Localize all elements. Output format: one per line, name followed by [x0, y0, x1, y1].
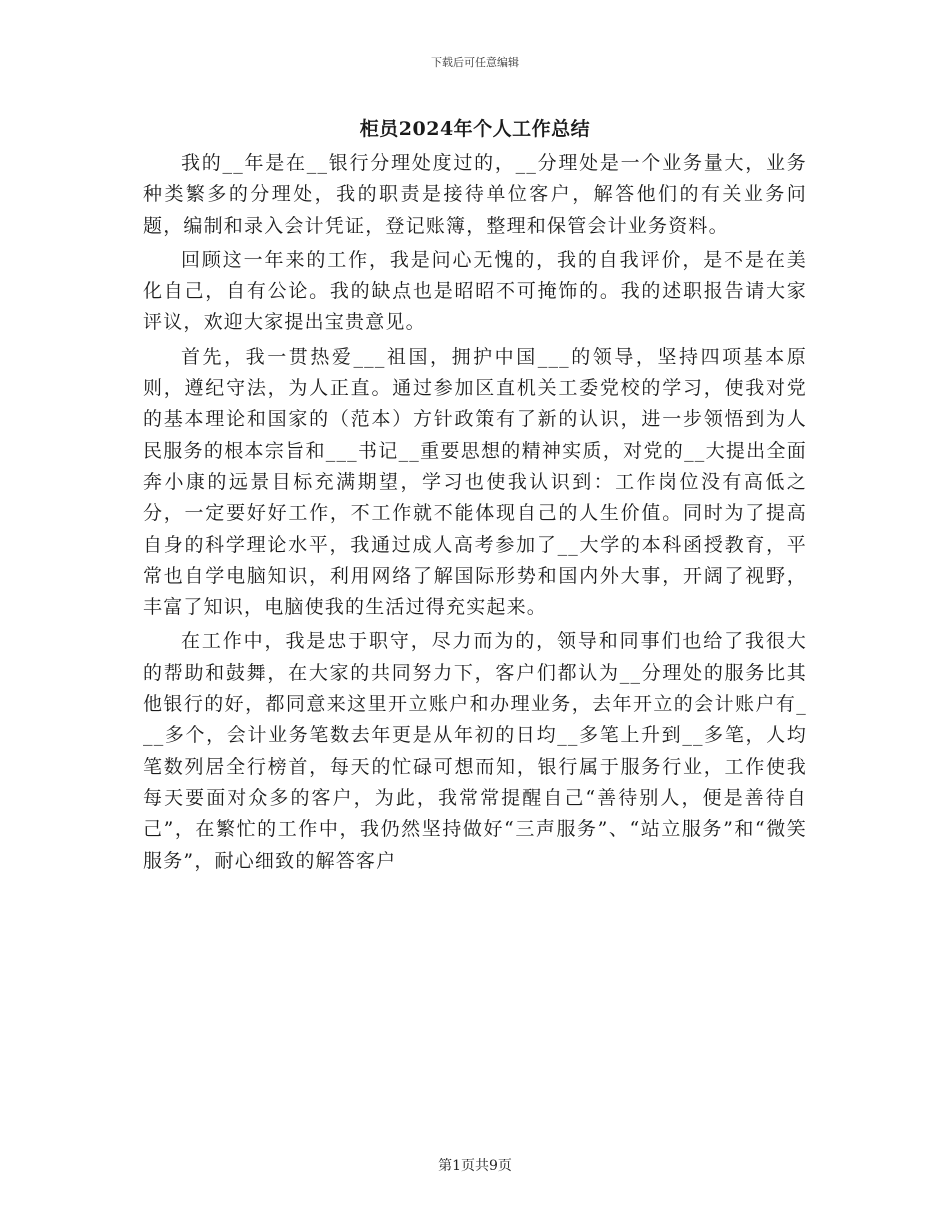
- paragraph-2: 回顾这一年来的工作，我是问心无愧的，我的自我评价，是不是在美化自己，自有公论。我的缺点也是昭昭不可掩饰的。我的述职报告请大家评议，欢迎大家提出宝贵意见。: [143, 248, 807, 334]
- paragraph-4: 在工作中，我是忠于职守，尽力而为的，领导和同事们也给了我很大的帮助和鼓舞，在大家的共同努力下，客户们都认为__分理处的服务比其他银行的好，都同意来这里开立账户和办理业务，去年开立的会计账户有___多个，会计业务笔数去年更是从年初的日均__多笔上升到__多笔，人均笔数列居全行榜首，每天的忙碌可想而知，银行属于服务行业，工作使我每天要面对众多的客户，为此，我常常提醒自己“善待别人，便是善待自己”，在繁忙的工作中，我仍然坚持做好“三声服务”、“站立服务”和“微笑服务”，耐心细致的解答客户: [143, 630, 807, 872]
- document-title: 柜员2024年个人工作总结: [359, 118, 591, 140]
- page-header-note: 下载后可任意编辑: [431, 56, 519, 69]
- paragraph-1: 我的__年是在__银行分理处度过的，__分理处是一个业务量大，业务种类繁多的分理处，我的职责是接待单位客户，解答他们的有关业务问题，编制和录入会计凭证，登记账簿，整理和保管会计业务资料。: [143, 152, 807, 237]
- document-body: [143, 148, 807, 880]
- page-number: 第1页共9页: [438, 1158, 512, 1174]
- paragraph-3: 首先，我一贯热爱___祖国，拥护中国___的领导，坚持四项基本原则，遵纪守法，为人正直。通过参加区直机关工委党校的学习，使我对党的基本理论和国家的（范本）方针政策有了新的认识，进一步领悟到为人民服务的根本宗旨和___书记__重要思想的精神实质，对党的__大提出全面奔小康的远景目标充满期望，学习也使我认识到：工作岗位没有高低之分，一定要好好工作，不工作就不能体现自己的人生价值。同时为了提高自身的科学理论水平，我通过成人高考参加了__大学的本科函授教育，平常也自学电脑知识，利用网络了解国际形势和国内外大事，开阔了视野，丰富了知识，电脑使我的生活过得充实起来。: [143, 345, 807, 619]
